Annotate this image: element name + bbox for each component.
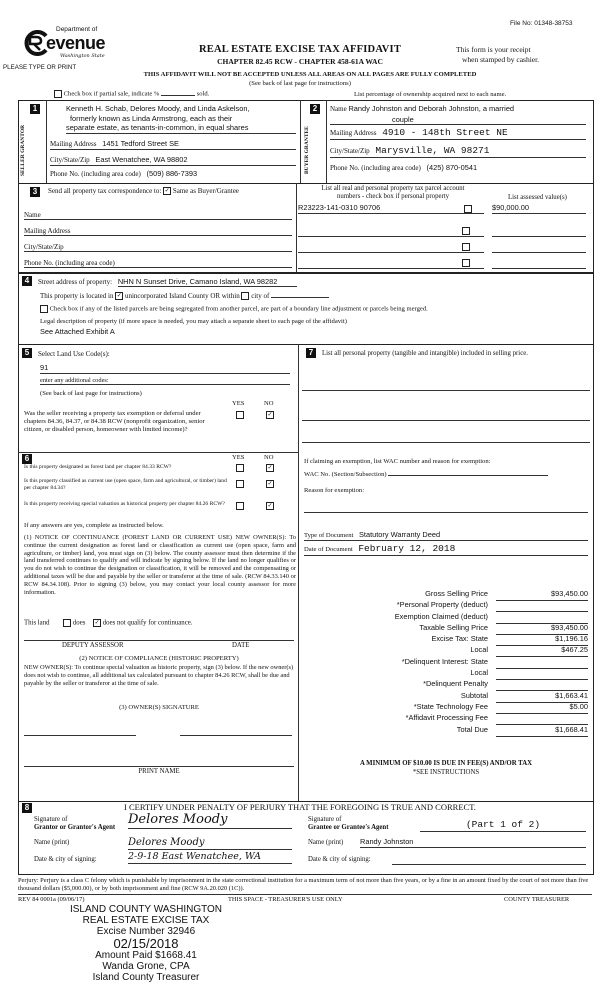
- tax-row-value[interactable]: [496, 658, 588, 669]
- tax-row-label: Total Due: [456, 724, 488, 734]
- seller-mailing-row: [50, 140, 296, 150]
- wac-label: WAC No. (Section/Subsection): [304, 471, 387, 478]
- tax-row-label: *Personal Property (deduct): [396, 600, 488, 610]
- buyer-phone-row: [330, 164, 586, 173]
- personal-property-checkbox-4[interactable]: [462, 259, 470, 267]
- stamp-line-7: Island County Treasurer: [92, 972, 200, 983]
- wac-row: [304, 471, 586, 479]
- buyer-side-label: BUYER GRANTEE: [304, 126, 310, 174]
- forest-yes-checkbox[interactable]: [236, 464, 244, 472]
- current-use-no-checkbox[interactable]: ✓: [267, 481, 273, 487]
- grantor-date-label: Date & city of signing:: [34, 856, 97, 863]
- grantor-sig-label-2: Grantor or Grantor's Agent: [34, 823, 116, 831]
- section-6-number: 6: [22, 454, 32, 464]
- grantor-name[interactable]: Delores Moody: [128, 837, 292, 850]
- tax-row-value[interactable]: $1,196.16: [496, 635, 588, 646]
- receipt-note-1: This form is your receipt: [456, 45, 531, 54]
- if-yes-instructions: If any answers are yes, complete as instructed below.: [24, 522, 164, 529]
- revenue-r-icon: [22, 30, 48, 56]
- doc-date[interactable]: February 12, 2018: [358, 543, 456, 554]
- see-instructions: *SEE INSTRUCTIONS: [412, 769, 480, 776]
- list-percentage: List percentage of ownership acquired next to each name.: [354, 91, 507, 98]
- minimum-due: A MINIMUM OF $10.00 IS DUE IN FEE(S) AND/OR TAX: [359, 760, 533, 767]
- correspondence-phone[interactable]: Phone No. (including area code): [24, 259, 292, 268]
- tax-row-value[interactable]: [496, 680, 588, 691]
- logo-state: Washington State: [60, 53, 105, 59]
- current-use-yes-checkbox[interactable]: [236, 480, 244, 488]
- segregated-label: Check box if any of the listed parcels are being segregated from another parcel, are part of a boundary line adjustment or parcels being merged.: [49, 305, 428, 313]
- section-8-number: 8: [22, 803, 32, 813]
- tax-row: [304, 714, 590, 725]
- section-3-number: 3: [30, 187, 40, 197]
- additional-codes[interactable]: enter any additional codes:: [40, 377, 290, 385]
- tax-row-label: *Affidavit Processing Fee: [405, 713, 488, 723]
- grantee-sig-label-1: Signature of: [308, 816, 342, 823]
- grantor-date[interactable]: 2-9-18 East Wenatchee, WA: [128, 852, 292, 864]
- tax-row-label: Excise Tax: State: [431, 634, 488, 644]
- does-qualify-checkbox[interactable]: [63, 619, 71, 627]
- grantee-date[interactable]: [392, 856, 586, 865]
- grantee-name-label: Name (print): [308, 839, 344, 846]
- tax-row-label: Taxable Selling Price: [419, 622, 488, 632]
- grantor-signature[interactable]: Delores Moody: [128, 813, 292, 829]
- doc-date-label: Date of Document: [304, 546, 353, 553]
- land-use-code[interactable]: 91: [40, 364, 290, 374]
- assessor-date-label: DATE: [232, 642, 250, 649]
- seller-mailing-label: Mailing Address: [50, 140, 97, 148]
- deputy-assessor-label: DEPUTY ASSESSOR: [62, 642, 124, 649]
- tax-row: [304, 680, 590, 691]
- partial-sale-row: [54, 90, 209, 98]
- historic-question: Is this property receiving special valuation as historical property per chapter 84.26 RCW?: [24, 501, 225, 507]
- continuance-notice: (1) NOTICE OF CONTINUANCE (FOREST LAND OR CURRENT USE) NEW OWNER(S): To continue the current designation as forest land or classification as current use (open space, farm and agriculture, or timber) land, you must sign on (3) below. The county assessor must then determine if the land transferred continues to qualify and will indicate by signing below. If the land no longer qualifies or you do not wish to continue the designation or classification, it will be removed and the compensating or additional taxes will be due and payable by the seller or transferor at the time of sale. (RCW 84.33.140 or RCW 84.34.108). Prior to signing (3) below, you may contact your local county assessor for more information.: [24, 534, 296, 596]
- location-row: [40, 292, 329, 300]
- send-correspondence-row: [48, 187, 239, 195]
- stamp-line-6: Wanda Grone, CPA: [102, 961, 190, 972]
- buyer-name-line-1[interactable]: Randy Johnston and Deborah Johnston, a married: [348, 104, 515, 113]
- perjury-notice: Perjury: Perjury is a class C felony which is punishable by imprisonment in the state correctional institution for a maximum term of not more than five years, or by a fine in an amount fixed by the court of not more than five thousand dollars ($5,000.00), or by both imprisonment and fine (RCW 9A.20.020 (1C)).: [18, 877, 589, 892]
- tax-row-label: *State Technology Fee: [413, 701, 488, 711]
- buyer-city-label: City/State/Zip: [330, 147, 370, 155]
- historic-yes-checkbox[interactable]: [236, 502, 244, 510]
- legal-description-label: Legal description of property (if more space is needed, you may attach a separate sheet to each page of the affidavit): [40, 318, 347, 325]
- tax-row-label: Subtotal: [460, 690, 488, 700]
- grantee-name-row: [308, 839, 588, 847]
- forest-no-checkbox[interactable]: ✓: [267, 465, 273, 471]
- does-label: does: [72, 619, 86, 627]
- personal-property-label: List all personal property (tangible and intangible) included in selling price.: [322, 350, 528, 357]
- segregated-row: [40, 305, 428, 313]
- tax-row-label: Exemption Claimed (deduct): [394, 611, 488, 621]
- doc-type-label: Type of Document: [304, 532, 354, 539]
- grantor-date-row: [34, 851, 292, 864]
- buyer-name-line-2: couple: [330, 115, 586, 126]
- seller-city[interactable]: East Wenatchee, WA 98802: [95, 155, 188, 164]
- stamp-amount: Amount Paid $1668.41: [95, 950, 197, 961]
- buyer-names: [330, 104, 586, 125]
- city-checkbox[interactable]: [241, 292, 249, 300]
- dor-logo: [8, 24, 128, 68]
- parcel-header-2: numbers - check box if personal property: [336, 192, 450, 200]
- logo-department: Department of: [56, 26, 98, 33]
- buyer-city-row: [330, 146, 586, 158]
- tax-row-value[interactable]: [496, 601, 588, 612]
- segregated-checkbox[interactable]: [40, 305, 48, 313]
- grantee-signature[interactable]: (Part 1 of 2): [420, 820, 586, 832]
- wac-input[interactable]: [388, 475, 548, 476]
- unincorporated-checkbox[interactable]: ✓: [116, 293, 122, 300]
- qualify-label: qualify for continuance.: [127, 619, 193, 627]
- form-revision: REV 84 0001a (09/06/17): [18, 896, 85, 903]
- compliance-title: (2) NOTICE OF COMPLIANCE (HISTORIC PROPERTY): [79, 655, 239, 662]
- land-use-see-back: (See back of last page for instructions): [40, 390, 142, 397]
- tax-calculation: [304, 590, 590, 737]
- see-back-instructions: (See back of last page for instructions): [249, 80, 351, 87]
- certify-text: I CERTIFY UNDER PENALTY OF PERJURY THAT THE FOREGOING IS TRUE AND CORRECT.: [124, 802, 476, 812]
- tax-row-value[interactable]: [496, 613, 588, 624]
- seller-city-row: [50, 156, 296, 166]
- compliance-notice: NEW OWNER(S): To continue special valuation as historic property, sign (3) below. If the new owner(s) does not wish to continue, all additional tax calculated pursuant to chapter 84.26 RCW, shall be due and payable by the seller or transferor at the time of sale.: [24, 664, 294, 687]
- sold-label: sold.: [196, 90, 210, 98]
- parcel-row-1: [298, 204, 484, 214]
- buyer-phone[interactable]: (425) 870-0541: [426, 163, 478, 172]
- does-not-label: does not: [102, 619, 126, 627]
- grantee-date-label: Date & city of signing:: [308, 856, 371, 863]
- treasurer-stamp: [66, 904, 226, 983]
- parcel-number[interactable]: R23223-141-0310 90706: [298, 203, 381, 212]
- buyer-mailing-label: Mailing Address: [330, 129, 377, 137]
- grantor-name-row: [34, 839, 292, 847]
- tax-row-value[interactable]: $93,450.00: [496, 624, 588, 635]
- tax-row-label: *Delinquent Interest: State: [401, 656, 488, 666]
- seller-phone-label: Phone No. (including area code): [50, 170, 141, 178]
- exemption-yes-checkbox[interactable]: [236, 411, 244, 419]
- send-correspondence-label: Send all property tax correspondence to:: [48, 187, 162, 195]
- tax-row-value[interactable]: $1,663.41: [496, 692, 588, 703]
- seller-city-label: City/State/Zip: [50, 156, 90, 164]
- parcel-header-1: List all real and personal property tax parcel account: [321, 185, 465, 192]
- seller-side-label: SELLER GRANTOR: [20, 124, 26, 176]
- grantee-sig-label-2: Grantee or Grantee's Agent: [308, 823, 389, 831]
- street-address[interactable]: NHN N Sunset Drive, Camano Island, WA 98282: [118, 277, 298, 287]
- buyer-phone-label: Phone No. (including area code): [330, 164, 421, 172]
- tax-row-value[interactable]: $93,450.00: [496, 590, 588, 601]
- continuance-row: [24, 619, 192, 627]
- assessed-header: List assessed value(s): [508, 194, 567, 201]
- section-1-number: 1: [30, 104, 40, 114]
- grantor-name-label: Name (print): [34, 839, 70, 846]
- section-5-number: 5: [22, 348, 32, 358]
- tax-row-label: Gross Selling Price: [425, 589, 488, 598]
- buyer-city[interactable]: Marysville, WA 98271: [375, 145, 490, 156]
- section-2-number: 2: [310, 104, 320, 114]
- correspondence-name[interactable]: Name: [24, 211, 292, 220]
- located-label: This property is located in: [40, 292, 114, 300]
- doc-date-row: [304, 544, 588, 556]
- current-use-question: Is this property classified as current use (open space, farm and agricultural, or timber) land per chapter 84.34?: [24, 478, 227, 491]
- parcel-header: [298, 185, 488, 201]
- print-name-label: PRINT NAME: [138, 768, 180, 775]
- county-treasurer-label: COUNTY TREASURER: [504, 896, 570, 903]
- stamp-line-1: ISLAND COUNTY WASHINGTON: [69, 904, 223, 915]
- tax-row: [304, 658, 590, 669]
- reason-label: Reason for exemption:: [304, 487, 365, 494]
- same-as-buyer-label: Same as Buyer/Grantee: [172, 187, 239, 195]
- street-address-label: Street address of property:: [38, 278, 113, 286]
- section-4-number: 4: [22, 276, 32, 286]
- tax-row-label: Local: [470, 645, 488, 655]
- partial-sale-label: Check box if partial sale, indicate %: [63, 90, 160, 98]
- seller-name-line-1: Kenneth H. Schab, Delores Moody, and Linda Askelson,: [66, 104, 250, 113]
- city-of-label: city of: [251, 292, 270, 300]
- stamp-date: 02/15/2018: [113, 936, 179, 951]
- seller-names: [66, 104, 296, 134]
- land-use-label: Select Land Use Code(s):: [38, 350, 110, 358]
- tax-row-value[interactable]: [496, 714, 588, 725]
- seller-name-line-3: separate estate, as tenants-in-common, in equal shares: [66, 123, 296, 134]
- seller-mailing[interactable]: 1451 Tedford Street SE: [102, 139, 179, 148]
- legal-description[interactable]: See Attached Exhibit A: [40, 327, 115, 336]
- tax-row-value[interactable]: $1,668.41: [496, 726, 588, 737]
- grantee-name[interactable]: Randy Johnston: [360, 838, 586, 848]
- tax-row-label: *Delinquent Penalty: [423, 679, 488, 689]
- s5-yes-header: YES: [232, 400, 245, 407]
- logo-wordmark: evenue: [46, 33, 106, 53]
- tax-row-value[interactable]: [496, 669, 588, 680]
- exemption-no-checkbox[interactable]: ✓: [267, 412, 273, 418]
- grantee-sig-label: [308, 816, 388, 832]
- seller-name-line-2: formerly known as Linda Armstrong, each as their: [70, 113, 233, 123]
- please-type: PLEASE TYPE OR PRINT: [3, 64, 77, 71]
- grantee-date-row: [308, 856, 588, 864]
- s5-no-header: NO: [264, 400, 274, 407]
- seller-phone-row: [50, 170, 296, 179]
- treasurer-use-only: THIS SPACE - TREASURER'S USE ONLY: [228, 896, 343, 903]
- form-subtitle: CHAPTER 82.45 RCW - CHAPTER 458-61A WAC: [217, 57, 383, 66]
- personal-property-checkbox-2[interactable]: [462, 227, 470, 235]
- stamp-line-3: Excise Number 32946: [96, 926, 196, 937]
- form-title: REAL ESTATE EXCISE TAX AFFIDAVIT: [198, 44, 402, 55]
- forest-land-question: Is this property designated as forest land per chapter 84.33 RCW?: [24, 464, 172, 470]
- correspondence-mailing[interactable]: Mailing Address: [24, 227, 292, 236]
- street-address-row: [38, 278, 388, 287]
- partial-sale-checkbox[interactable]: [54, 90, 62, 98]
- tax-row: [304, 726, 590, 737]
- tax-row-value[interactable]: $5.00: [496, 703, 588, 714]
- warning-text: THIS AFFIDAVIT WILL NOT BE ACCEPTED UNLESS ALL AREAS ON ALL PAGES ARE FULLY COMPLETED: [143, 71, 477, 78]
- file-number: File No: 01348-38753: [510, 20, 573, 27]
- personal-property-checkbox-1[interactable]: [464, 205, 472, 213]
- seller-phone[interactable]: (509) 886-7393: [146, 169, 198, 178]
- unincorporated-label: unincorporated Island County OR within: [124, 292, 240, 300]
- owner-signature-label: (3) OWNER(S) SIGNATURE: [119, 704, 199, 711]
- tax-row: [304, 601, 590, 612]
- receipt-note-2: when stamped by cashier.: [462, 55, 540, 64]
- buyer-mailing[interactable]: 4910 - 148th Street NE: [382, 127, 508, 138]
- section-7-number: 7: [306, 348, 316, 358]
- doc-type[interactable]: Statutory Warranty Deed: [359, 530, 441, 539]
- exemption-question: Was the seller receiving a property tax exemption or deferral under chapters 84.36, 84.37, or 84.38 RCW (nonprofit organization, senior citizen, or disabled person, homeowner with limited income)?: [24, 410, 205, 433]
- personal-property-checkbox-3[interactable]: [462, 243, 470, 251]
- buyer-name-label: Name: [330, 105, 347, 113]
- historic-no-checkbox[interactable]: ✓: [267, 503, 273, 509]
- buyer-mailing-row: [330, 128, 586, 140]
- stamp-line-2: REAL ESTATE EXCISE TAX: [82, 915, 210, 926]
- correspondence-city[interactable]: City/State/Zip: [24, 243, 292, 252]
- exemption-label: If claiming an exemption, list WAC number and reason for exemption:: [304, 458, 491, 465]
- does-not-qualify-checkbox[interactable]: ✓: [94, 620, 100, 626]
- assessed-value-1[interactable]: $90,000.00: [492, 204, 586, 214]
- tax-row: [304, 635, 590, 646]
- s6-yes-header: YES: [232, 454, 245, 461]
- doc-type-row: [304, 531, 588, 541]
- tax-row-label: Local: [470, 668, 488, 678]
- same-as-buyer-checkbox[interactable]: ✓: [164, 188, 170, 195]
- tax-row-value[interactable]: $467.25: [496, 646, 588, 657]
- this-land-label: This land: [24, 619, 50, 627]
- s6-no-header: NO: [264, 454, 274, 461]
- grantor-sig-label-1: Signature of: [34, 816, 68, 823]
- grantor-sig-label: [34, 816, 115, 832]
